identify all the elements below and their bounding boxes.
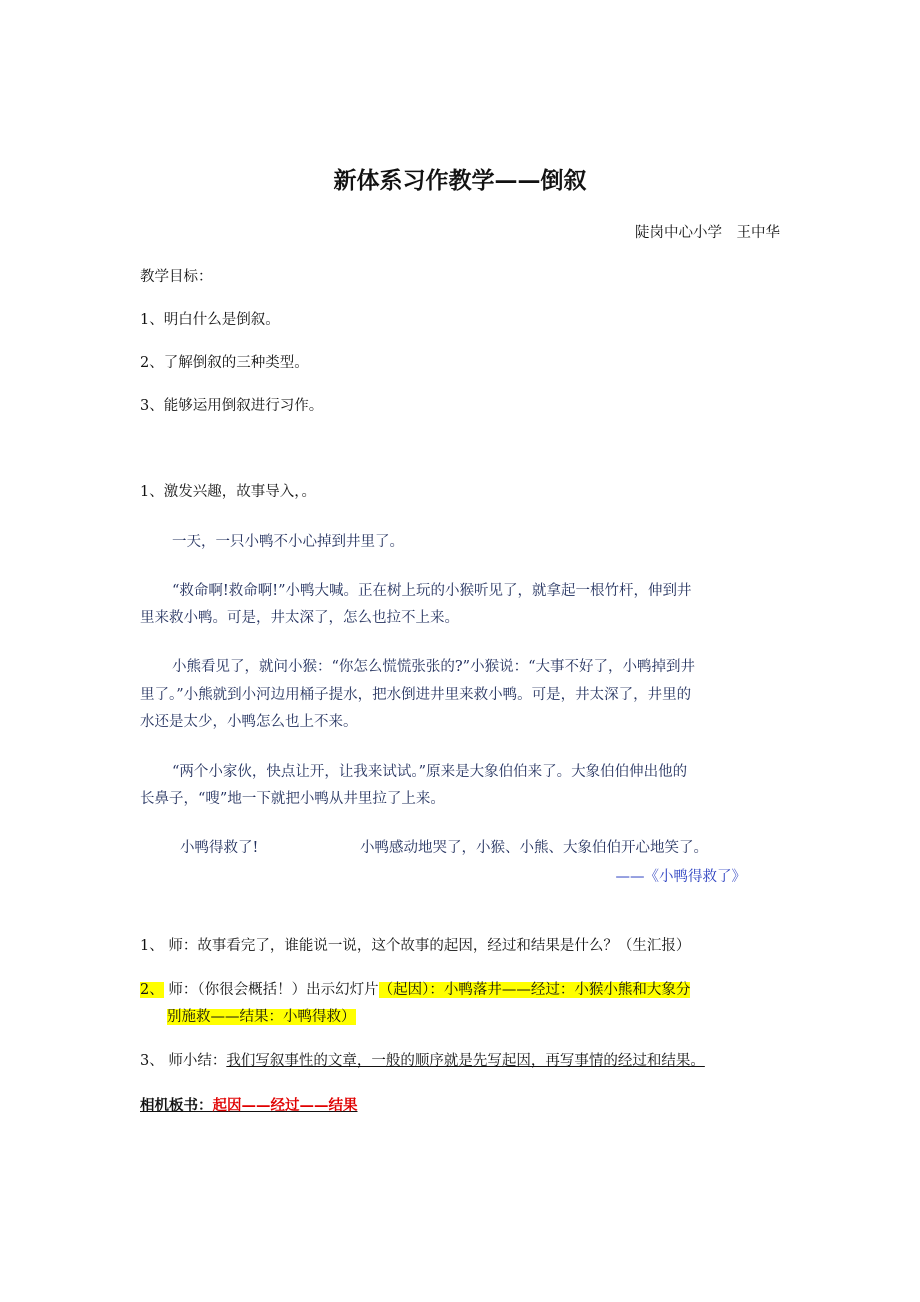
question-1: 1、 师：故事看完了，谁能说一说，这个故事的起因，经过和结果是什么？（生汇报） <box>140 938 691 954</box>
board-note <box>140 1096 358 1116</box>
story-line: 小鸭得救了! <box>180 840 259 856</box>
goal-item: 1、明白什么是倒叙。 <box>140 312 280 328</box>
board-text: 起因——经过——结果 <box>212 1097 358 1114</box>
question-2-number: 2、 <box>140 982 164 998</box>
story-line: 里了。”小熊就到小河边用桶子提水，把水倒进井里来救小鸭。可是，井太深了，井里的 <box>140 687 692 703</box>
goals-heading: 教学目标： <box>140 269 213 285</box>
question-2-cont <box>167 1007 356 1027</box>
story-line: 长鼻子，“嗖”地一下就把小鸭从井里拉了上来。 <box>140 791 445 807</box>
story-source: ——《小鸭得救了》 <box>615 869 746 885</box>
story-line: 小熊看见了，就问小猴：“你怎么慌慌张张的?”小猴说：“大事不好了，小鸭掉到井 <box>172 659 696 675</box>
story-line: 里来救小鸭。可是，井太深了，怎么也拉不上来。 <box>140 610 459 626</box>
question-3 <box>140 1051 705 1071</box>
doc-title: 新体系习作教学——倒叙 <box>333 167 587 194</box>
story-line: 小鸭感动地哭了，小猴、小熊、大象伯伯开心地笑了。 <box>360 840 708 856</box>
question-2-highlight: （起因）：小鸭落井——经过：小猴小熊和大象分 <box>378 982 691 998</box>
author: 陡岗中心小学 王中华 <box>635 225 780 241</box>
question-2-text: 师：（你很会概括！）出示幻灯片 <box>163 982 379 998</box>
question-3-text: 我们写叙事性的文章，一般的顺序就是先写起因，再写事情的经过和结果。 <box>226 1053 705 1069</box>
board-label: 相机板书： <box>140 1097 213 1114</box>
story-line: 水还是太少，小鸭怎么也上不来。 <box>140 714 358 730</box>
step-heading: 1、激发兴趣，故事导入，。 <box>140 484 316 500</box>
story-line: 一天，一只小鸭不小心掉到井里了。 <box>172 534 404 550</box>
story-line: “两个小家伙，快点让开，让我来试试。”原来是大象伯伯来了。大象伯伯伸出他的 <box>172 764 688 780</box>
goal-item: 2、了解倒叙的三种类型。 <box>140 355 309 371</box>
goal-item: 3、能够运用倒叙进行习作。 <box>140 398 324 414</box>
question-3-prefix: 3、 师小结： <box>140 1053 227 1069</box>
question-2-highlight: 别施救——结果：小鸭得救） <box>167 1009 356 1025</box>
question-2 <box>140 980 690 1000</box>
story-line: “救命啊!救命啊!”小鸭大喊。正在树上玩的小猴听见了，就拿起一根竹杆，伸到井 <box>172 583 692 599</box>
